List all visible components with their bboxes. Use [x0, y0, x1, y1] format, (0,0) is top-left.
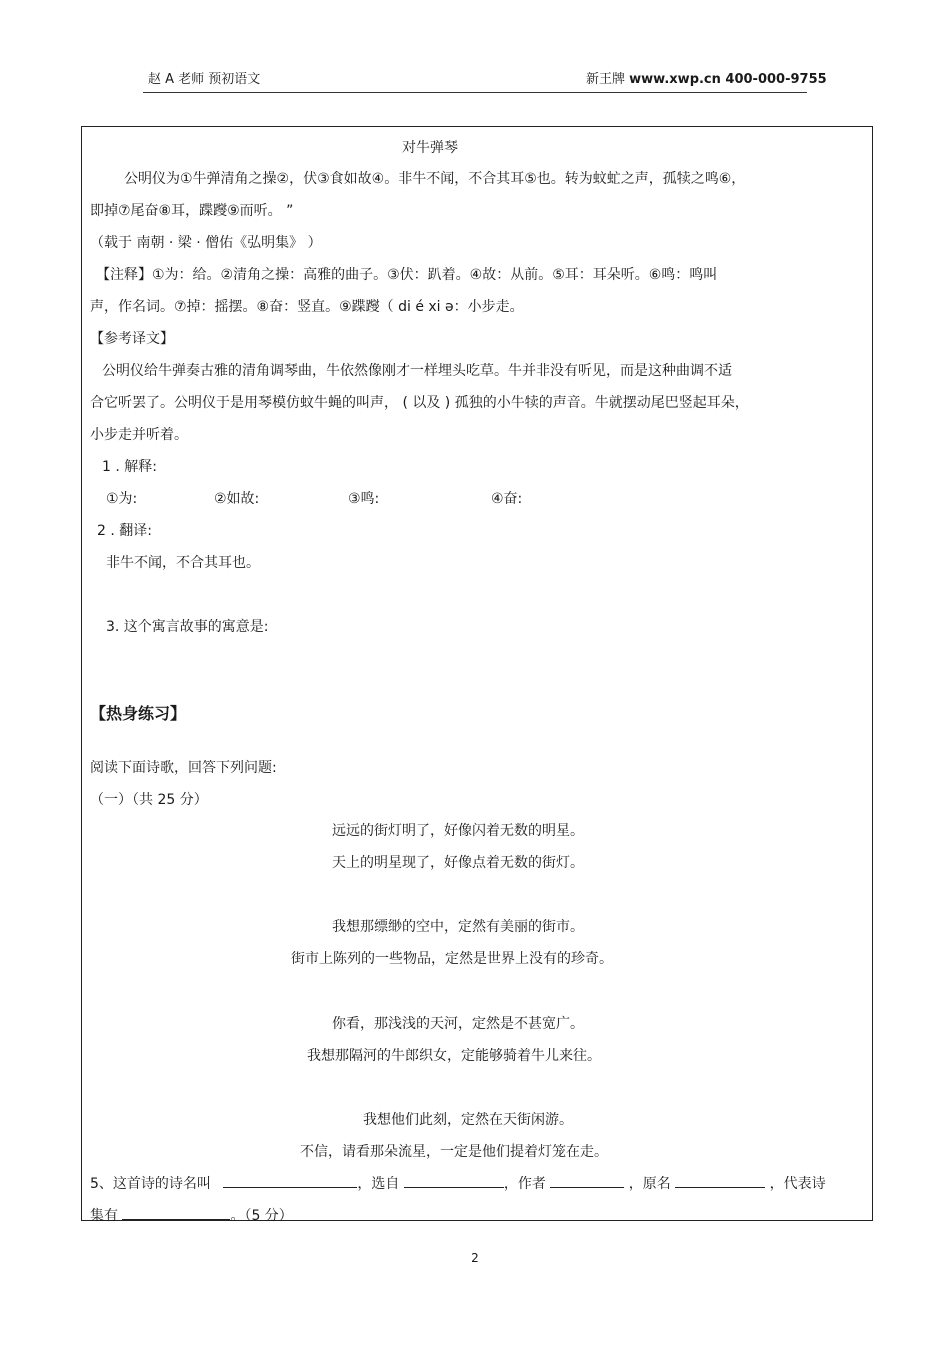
- q2-text: 非牛不闻，不合其耳也。: [106, 555, 260, 571]
- q5-segment-4: ，代表诗: [769, 1176, 826, 1192]
- header-brand: [586, 68, 827, 87]
- passage-line-1: 公明仪为①牛弹清角之操②，伏③食如故④。非牛不闻，不合其耳⑤也。转为蚊虻之声，孤犊之鸣⑥，: [124, 171, 746, 187]
- q2-label: 2 . 翻译:: [97, 523, 152, 539]
- page-number: 2: [471, 1251, 479, 1265]
- q1-item-1: ①为:: [106, 491, 138, 507]
- header-divider: [143, 92, 807, 93]
- poem-line-5: 你看，那浅浅的天河，定然是不甚宽广。: [332, 1016, 584, 1032]
- q5-blank-original-name[interactable]: [675, 1175, 765, 1188]
- header-brand-site: www.xwp.cn 400-000-9755: [629, 72, 827, 87]
- poem-line-2: 天上的明星现了，好像点着无数的街灯。: [332, 855, 584, 871]
- q5-blank-title[interactable]: [223, 1175, 357, 1188]
- q1-item-2: ②如故:: [214, 491, 260, 507]
- header-teacher-course: 赵 A 老师 预初语文: [148, 72, 261, 87]
- q5-line2-prefix: 集有: [90, 1208, 118, 1224]
- poem-line-8: 不信，请看那朵流星，一定是他们提着灯笼在走。: [300, 1144, 608, 1160]
- poem-line-6: 我想那隔河的牛郎织女，定能够骑着牛儿来往。: [307, 1048, 601, 1064]
- q5-blank-works[interactable]: [122, 1207, 230, 1220]
- warmup-title: 【热身练习】: [90, 704, 187, 723]
- q5-segment-1: ，选自: [357, 1176, 400, 1192]
- q5-blank-author[interactable]: [550, 1175, 624, 1188]
- warmup-instruction: 阅读下面诗歌，回答下列问题:: [90, 760, 277, 776]
- q5-blank-source[interactable]: [404, 1175, 504, 1188]
- q1-item-4: ④奋:: [491, 491, 523, 507]
- q1-item-3: ③鸣:: [348, 491, 380, 507]
- q3-label: 3. 这个寓言故事的寓意是:: [106, 619, 269, 635]
- q5-segment-3: ，原名: [628, 1176, 671, 1192]
- q1-label: 1 . 解释:: [102, 459, 157, 475]
- notes-line-1: 【注释】①为：给。②清角之操：高雅的曲子。③伏：趴着。④故：从前。⑤耳：耳朵听。⑥鸣：鸣叫: [96, 267, 718, 283]
- q5-line-2: [90, 1205, 293, 1225]
- reference-title: 【参考译文】: [90, 331, 174, 347]
- notes-line-2: 声，作名词。⑦掉：摇摆。⑧奋：竖直。⑨蹀躞（ di é xi ə：小步走。: [90, 299, 524, 315]
- poem-line-7: 我想他们此刻，定然在天街闲游。: [363, 1112, 573, 1128]
- passage-line-2: 即掉⑦尾奋⑧耳，蹀躞⑨而听。 ”: [90, 203, 294, 219]
- q5-line-1: [90, 1173, 826, 1193]
- poem-line-1: 远远的街灯明了，好像闪着无数的明星。: [332, 823, 584, 839]
- reference-line-1: 公明仪给牛弹奏古雅的清角调琴曲，牛依然像刚才一样埋头吃草。牛并非没有听见，而是这种曲调不适: [102, 363, 732, 379]
- header-brand-label: 新王牌: [586, 72, 626, 87]
- poem-line-3: 我想那缥缈的空中，定然有美丽的街市。: [332, 919, 584, 935]
- passage-source: （载于 南朝 · 梁 · 僧佑《弘明集》 ）: [90, 235, 322, 251]
- q5-prefix: 5、这首诗的诗名叫: [90, 1176, 211, 1192]
- passage-title: 对牛弹琴: [402, 140, 458, 156]
- poem-line-4: 街市上陈列的一些物品，定然是世界上没有的珍奇。: [291, 951, 613, 967]
- reference-line-3: 小步走并听着。: [90, 427, 188, 443]
- q5-line2-suffix: 。（5 分）: [230, 1208, 293, 1224]
- q5-segment-2: ，作者: [503, 1176, 546, 1192]
- reference-line-2: 合它听罢了。公明仪于是用琴模仿蚊牛蝇的叫声， ( 以及 ) 孤独的小牛犊的声音。牛就摆动尾巴竖起耳朵，: [90, 395, 749, 411]
- warmup-part: （一）（共 25 分）: [90, 792, 208, 808]
